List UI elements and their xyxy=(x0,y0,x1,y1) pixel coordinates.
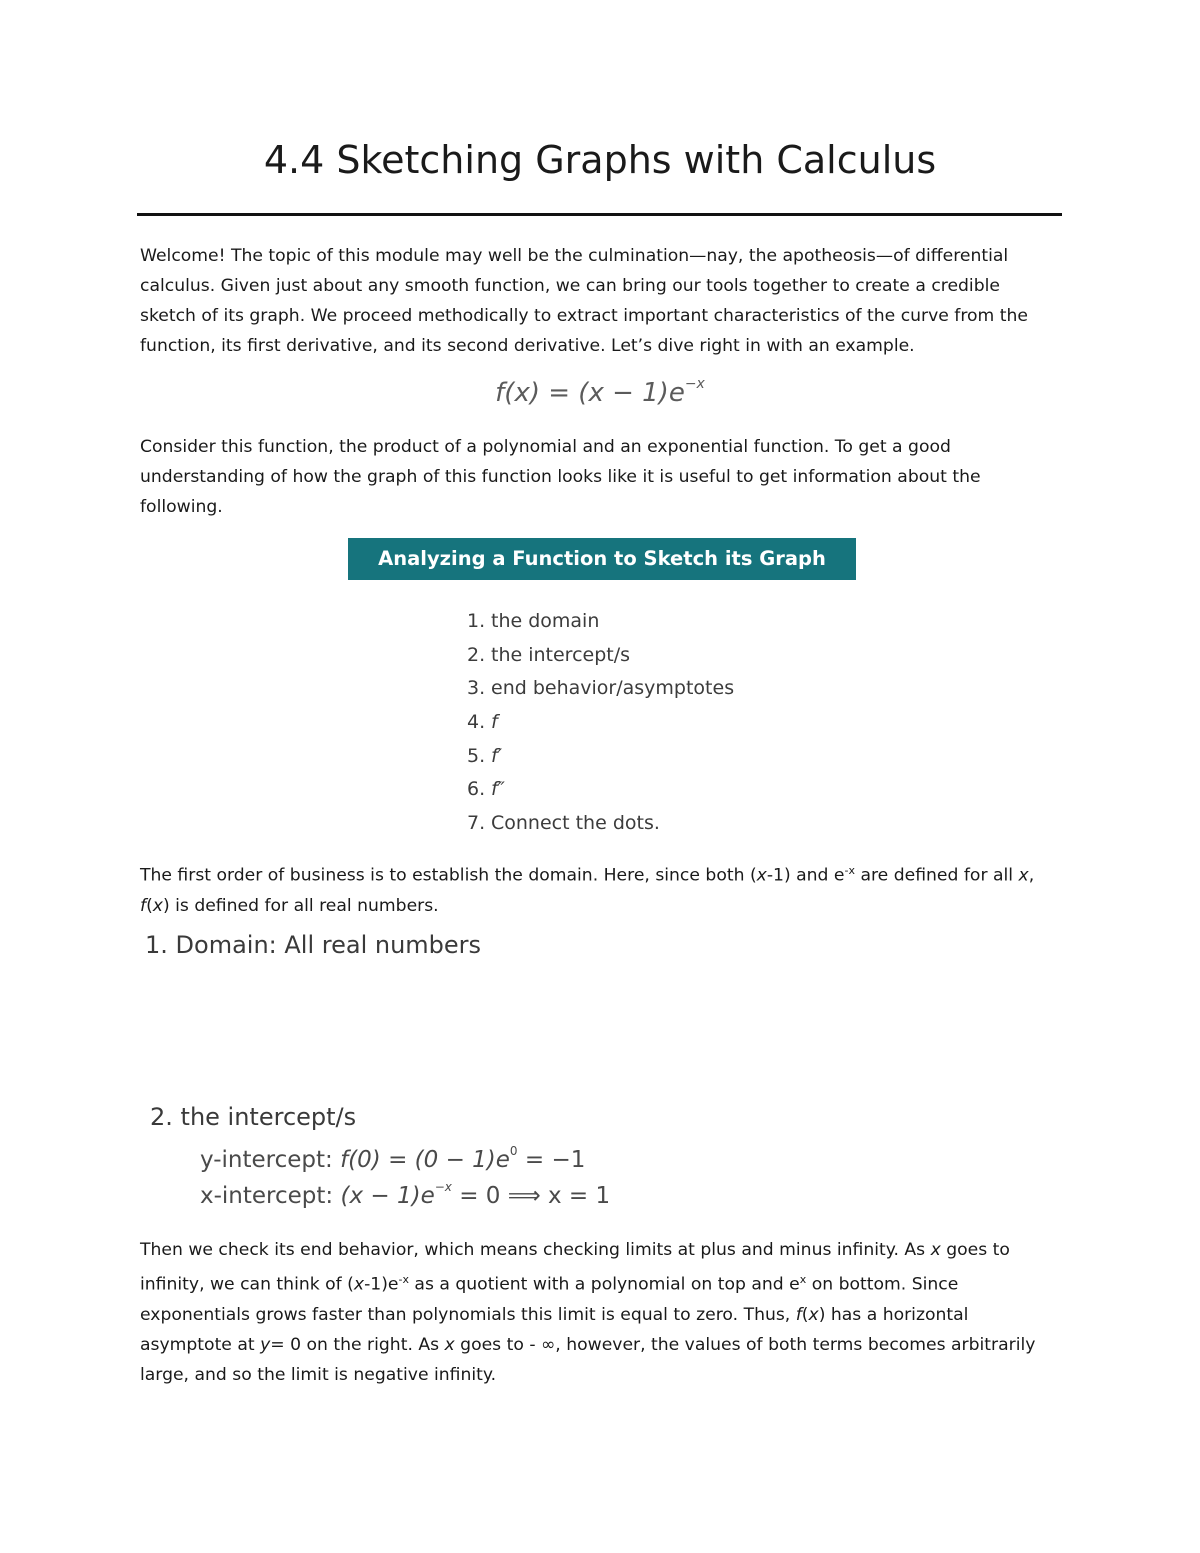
x-intercept-label: x-intercept: xyxy=(200,1183,341,1209)
main-formula xyxy=(0,378,1200,408)
list-item: 5. f′ xyxy=(467,744,503,767)
formula-rhs: (x − 1)e xyxy=(578,378,685,408)
y-intercept-label: y-intercept: xyxy=(200,1147,341,1173)
list-item: 7. Connect the dots. xyxy=(467,812,660,835)
list-item: 2. the intercept/s xyxy=(467,643,631,666)
y-intercept-line: y-intercept: $f(0) = (0 - 1)e^0 = -1$ xyxy=(200,1144,586,1173)
intercept-heading: 2. the intercept/s xyxy=(150,1103,357,1131)
list-item: 4. f xyxy=(467,711,498,734)
consider-paragraph: Consider this function, the product of a polynomial and an exponential function. To get a good understanding of how the graph of this function looks like it is useful to get information about the following. xyxy=(140,437,981,517)
formula-exponent: −x xyxy=(684,376,705,393)
formula-lhs: f(x) xyxy=(495,378,540,408)
x-intercept-line: x-intercept: $(x - 1)e^{-x} = 0$ ⟹ x = 1 xyxy=(200,1180,611,1209)
domain-paragraph: The first order of business is to establish the domain. Here, since both (x-1) and $e^{-x}$ are defined for all x, f(x) is defined for all real numbers. xyxy=(140,864,1035,916)
title-divider xyxy=(137,213,1062,216)
formula-equals: = xyxy=(548,378,571,408)
end-behavior-paragraph: Then we check its end behavior, which means checking limits at plus and minus infinity. As x goes to infinity, we can think of $(x-1)e^{-x}$ as a quotient with a polynomial on top and $e^x$ on bottom. Since exponentials grows faster than polynomials this limit is equal to zero. Thus, f(x) has a horizontal asymptote at y= 0 on the right. As x goes to - ∞, however, the values of both terms becomes arbitrarily large, and so the limit is negative infinity. xyxy=(140,1240,1036,1385)
list-item: 3. end behavior/asymptotes xyxy=(467,677,735,700)
list-item: 6. f″ xyxy=(467,778,505,801)
analysis-steps-list xyxy=(467,607,734,843)
page-title: 4.4 Sketching Graphs with Calculus xyxy=(263,138,937,182)
list-item: 1. the domain xyxy=(467,610,600,632)
intro-paragraph: Welcome! The topic of this module may well be the culmination—nay, the apotheosis—of differential calculus. Given just about any smooth function, we can bring our tools together to create a credible sketch of its graph. We proceed methodically to extract important characteristics of the curve from the function, its first derivative, and its second derivative. Let’s dive right in with an example. xyxy=(140,246,1028,356)
domain-heading: 1. Domain: All real numbers xyxy=(145,931,482,959)
analysis-banner: Analyzing a Function to Sketch its Graph xyxy=(348,538,856,580)
